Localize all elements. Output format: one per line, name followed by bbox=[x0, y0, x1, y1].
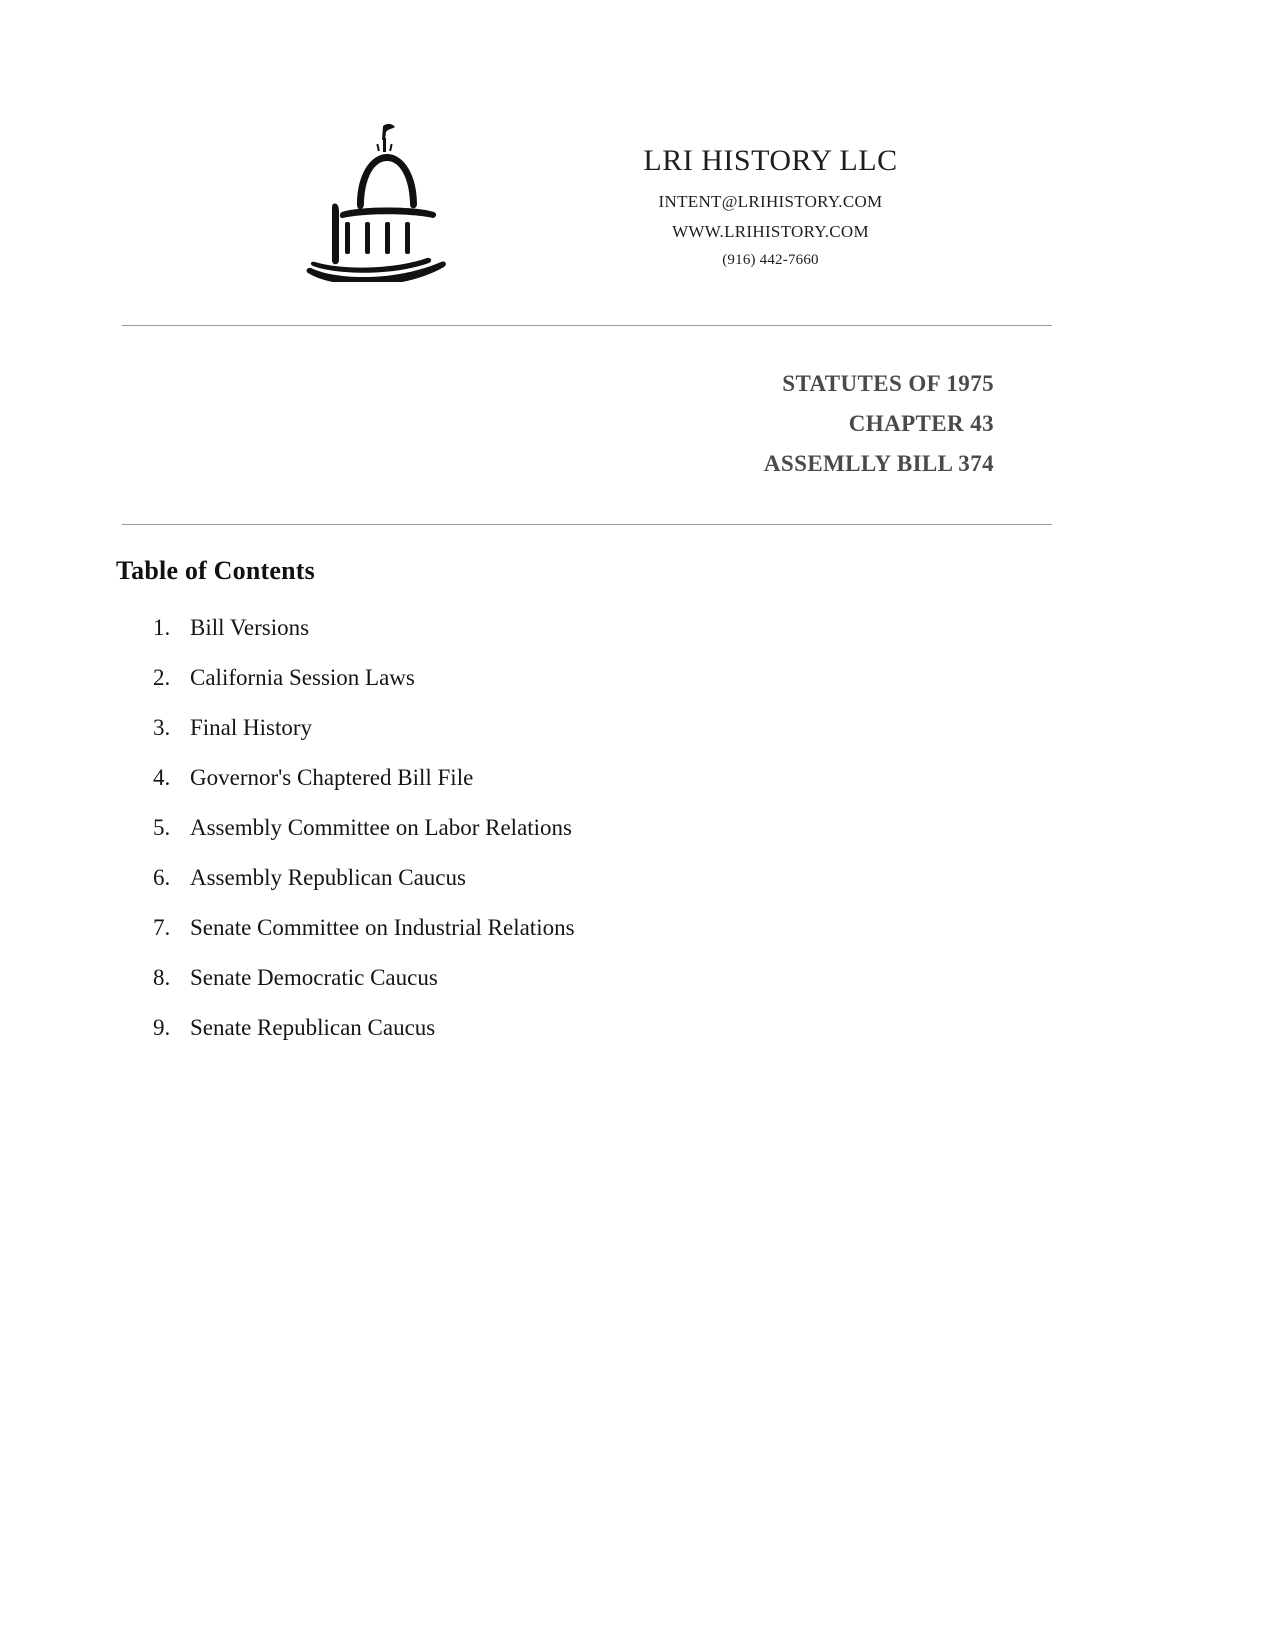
page-title: Table of Contents bbox=[116, 556, 315, 585]
company-website: WWW.LRIHISTORY.COM bbox=[672, 222, 869, 241]
company-email: INTENT@LRIHISTORY.COM bbox=[658, 192, 883, 211]
list-item[interactable]: 7. Senate Committee on Industrial Relations bbox=[176, 914, 1076, 942]
company-phone: (916) 442-7660 bbox=[722, 252, 819, 268]
capitol-dome-logo-icon bbox=[297, 112, 477, 282]
list-item[interactable]: 8. Senate Democratic Caucus bbox=[176, 964, 1076, 992]
company-name: LRI HISTORY LLC bbox=[643, 144, 898, 177]
letterhead bbox=[122, 112, 1054, 282]
list-item[interactable]: 1. Bill Versions bbox=[176, 614, 1076, 642]
list-item[interactable]: 2. California Session Laws bbox=[176, 664, 1076, 692]
table-of-contents-list bbox=[116, 614, 1076, 1064]
list-item[interactable]: 4. Governor's Chaptered Bill File bbox=[176, 764, 1076, 792]
list-item[interactable]: 6. Assembly Republican Caucus bbox=[176, 864, 1076, 892]
divider-bottom bbox=[122, 524, 1052, 525]
document-title-block bbox=[122, 364, 994, 484]
list-item[interactable]: 9. Senate Republican Caucus bbox=[176, 1014, 1076, 1042]
letterhead-text bbox=[487, 112, 1054, 269]
list-item[interactable]: 5. Assembly Committee on Labor Relations bbox=[176, 814, 1076, 842]
list-item[interactable]: 3. Final History bbox=[176, 714, 1076, 742]
chapter-number: CHAPTER 43 bbox=[848, 411, 994, 436]
bill-number: ASSEMLLY BILL 374 bbox=[763, 451, 994, 476]
statutes-year: STATUTES OF 1975 bbox=[782, 371, 994, 396]
divider-top bbox=[122, 325, 1052, 326]
